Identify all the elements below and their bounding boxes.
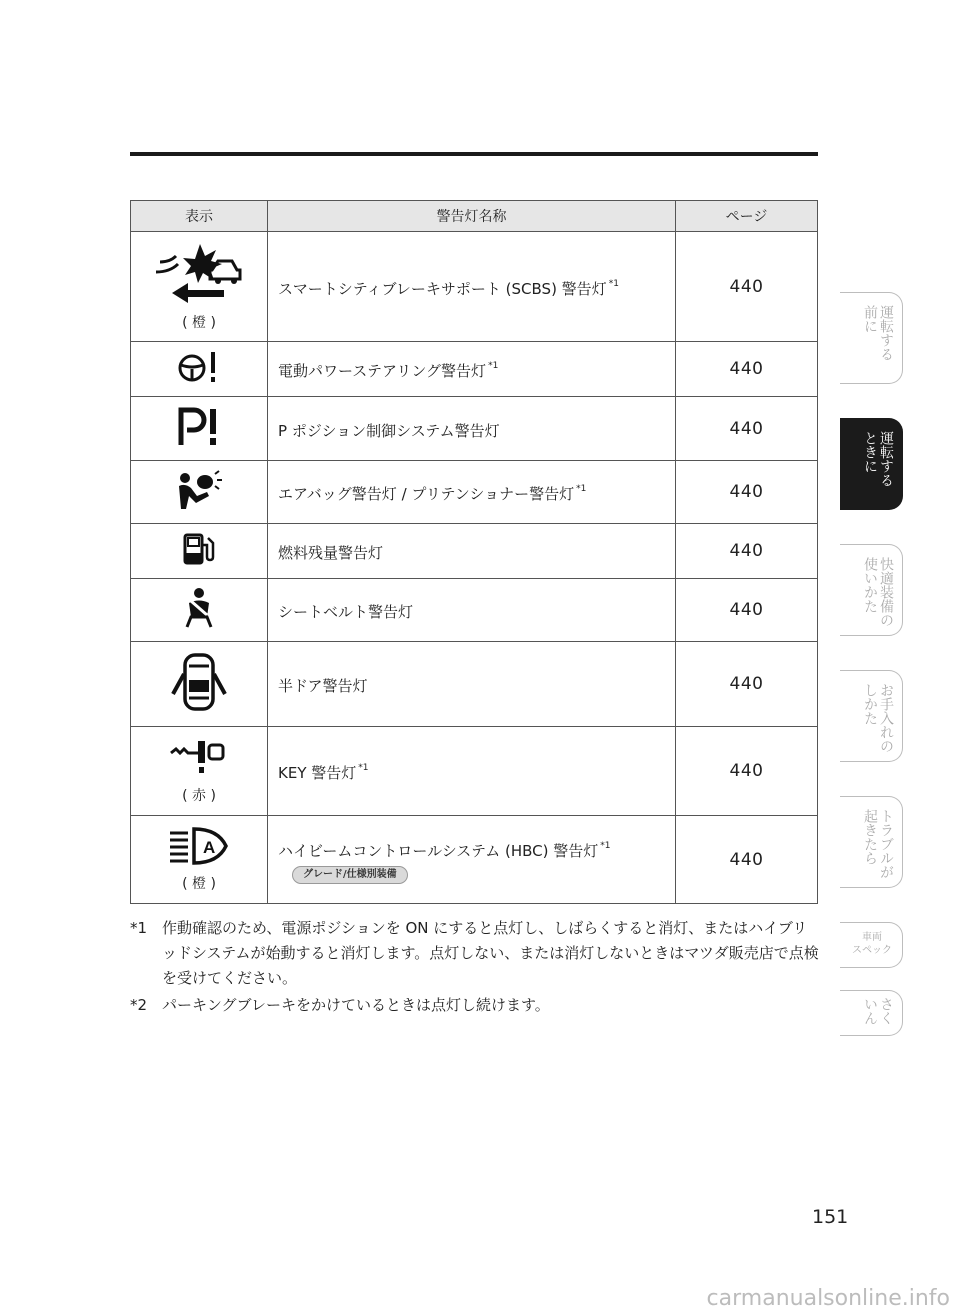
table-row xyxy=(131,524,818,579)
table-row xyxy=(131,232,818,342)
light-name: P ポジション制御システム警告灯 xyxy=(278,421,500,440)
table-row xyxy=(131,461,818,524)
footnote-item xyxy=(130,916,820,991)
header-light-name: 警告灯名称 xyxy=(268,201,676,232)
light-name-cell xyxy=(268,461,676,524)
icon-cell xyxy=(131,342,268,397)
low-fuel-warning-icon xyxy=(181,531,217,567)
tab-label: 運転する 前に xyxy=(862,305,894,361)
tab-label: 快適装備の 使いかた xyxy=(862,557,894,627)
light-name: 半ドア警告灯 xyxy=(278,677,368,695)
table-row xyxy=(131,342,818,397)
light-name: KEY 警告灯 xyxy=(278,764,357,782)
section-top-rule xyxy=(130,152,818,156)
icon-cell xyxy=(131,461,268,524)
chapter-index-tabs xyxy=(840,0,904,1100)
footnote-mark: *1 xyxy=(130,919,148,937)
icon-cell xyxy=(131,397,268,461)
footnote-ref: *1 xyxy=(576,484,587,494)
tab-comfort-features[interactable] xyxy=(840,544,903,636)
icon-cell xyxy=(131,579,268,642)
key-warning-icon xyxy=(169,737,229,777)
page-ref: 440 xyxy=(676,461,818,524)
icon-cell xyxy=(131,727,268,816)
table-row xyxy=(131,727,818,816)
footnote-item xyxy=(130,993,820,1018)
page-ref: 440 xyxy=(676,816,818,904)
table-row xyxy=(131,642,818,727)
footnotes xyxy=(130,916,820,1020)
icon-cell xyxy=(131,232,268,342)
color-label: ( 橙 ) xyxy=(182,314,216,331)
page-ref: 440 xyxy=(676,642,818,727)
grade-spec-badge: グレード/仕様別装備 xyxy=(292,866,408,884)
warning-light-table xyxy=(130,200,818,904)
seatbelt-warning-icon xyxy=(179,587,219,629)
footnote-ref: *1 xyxy=(608,278,619,289)
tab-label: トラブルが 起きたら xyxy=(862,809,894,879)
tab-label: お手入れの しかた xyxy=(862,683,894,753)
high-beam-control-warning-icon xyxy=(168,827,230,865)
footnote-ref: *1 xyxy=(358,763,369,773)
icon-cell xyxy=(131,642,268,727)
light-name-cell xyxy=(268,642,676,727)
light-name: 電動パワーステアリング警告灯 xyxy=(278,362,487,380)
footnote-text: 作動確認のため、電源ポジションを ON にすると点灯し、しばらくすると消灯、またはハイブリッドシステムが始動すると消灯します。点灯しない、または消灯しないときはマツダ販売店で点検を受けてください。 xyxy=(162,919,819,987)
scbs-warning-icon xyxy=(154,242,244,304)
tab-label: 車両 スペック xyxy=(852,932,892,956)
tab-label: さく いん xyxy=(862,997,894,1025)
light-name-cell xyxy=(268,524,676,579)
light-name-cell xyxy=(268,232,676,342)
page-number: 151 xyxy=(812,1206,849,1228)
page-ref: 440 xyxy=(676,342,818,397)
icon-cell xyxy=(131,524,268,579)
power-steering-warning-icon xyxy=(177,350,221,384)
light-name: ハイビームコントロールシステム (HBC) 警告灯 xyxy=(278,841,599,860)
icon-cell xyxy=(131,816,268,904)
tab-troubleshooting[interactable] xyxy=(840,796,903,888)
light-name: スマートシティブレーキサポート (SCBS) 警告灯 xyxy=(278,279,607,298)
footnote-ref: *1 xyxy=(600,840,611,851)
tab-maintenance[interactable] xyxy=(840,670,903,762)
airbag-warning-icon xyxy=(175,470,223,510)
light-name: シートベルト警告灯 xyxy=(278,603,414,621)
page-ref: 440 xyxy=(676,232,818,342)
door-ajar-warning-icon xyxy=(170,652,228,712)
table-row xyxy=(131,816,818,904)
footnote-ref: *1 xyxy=(488,361,499,371)
tab-label: 運転する ときに xyxy=(862,431,894,487)
tab-vehicle-specs[interactable] xyxy=(840,922,903,968)
page-ref: 440 xyxy=(676,579,818,642)
svg-text:A: A xyxy=(203,837,216,857)
parking-position-warning-icon xyxy=(177,407,221,447)
color-label: ( 橙 ) xyxy=(182,875,216,892)
page-ref: 440 xyxy=(676,524,818,579)
light-name-cell xyxy=(268,342,676,397)
table-row xyxy=(131,579,818,642)
light-name-cell xyxy=(268,397,676,461)
light-name-cell xyxy=(268,579,676,642)
light-name: エアバッグ警告灯 / プリテンショナー警告灯 xyxy=(278,485,575,503)
footnote-mark: *2 xyxy=(130,996,148,1014)
page-ref: 440 xyxy=(676,397,818,461)
tab-while-driving[interactable] xyxy=(840,418,903,510)
light-name: 燃料残量警告灯 xyxy=(278,544,384,562)
table-header-row xyxy=(131,201,818,232)
header-page: ページ xyxy=(676,201,818,232)
watermark: carmanualsonline.info xyxy=(706,1286,950,1311)
tab-index[interactable] xyxy=(840,990,903,1036)
tab-before-driving[interactable] xyxy=(840,292,903,384)
light-name-cell xyxy=(268,816,676,904)
color-label: ( 赤 ) xyxy=(182,788,216,804)
page-ref: 440 xyxy=(676,727,818,816)
table-row xyxy=(131,397,818,461)
light-name-cell xyxy=(268,727,676,816)
header-display: 表示 xyxy=(131,201,268,232)
footnote-text: パーキングブレーキをかけているときは点灯し続けます。 xyxy=(162,996,550,1014)
